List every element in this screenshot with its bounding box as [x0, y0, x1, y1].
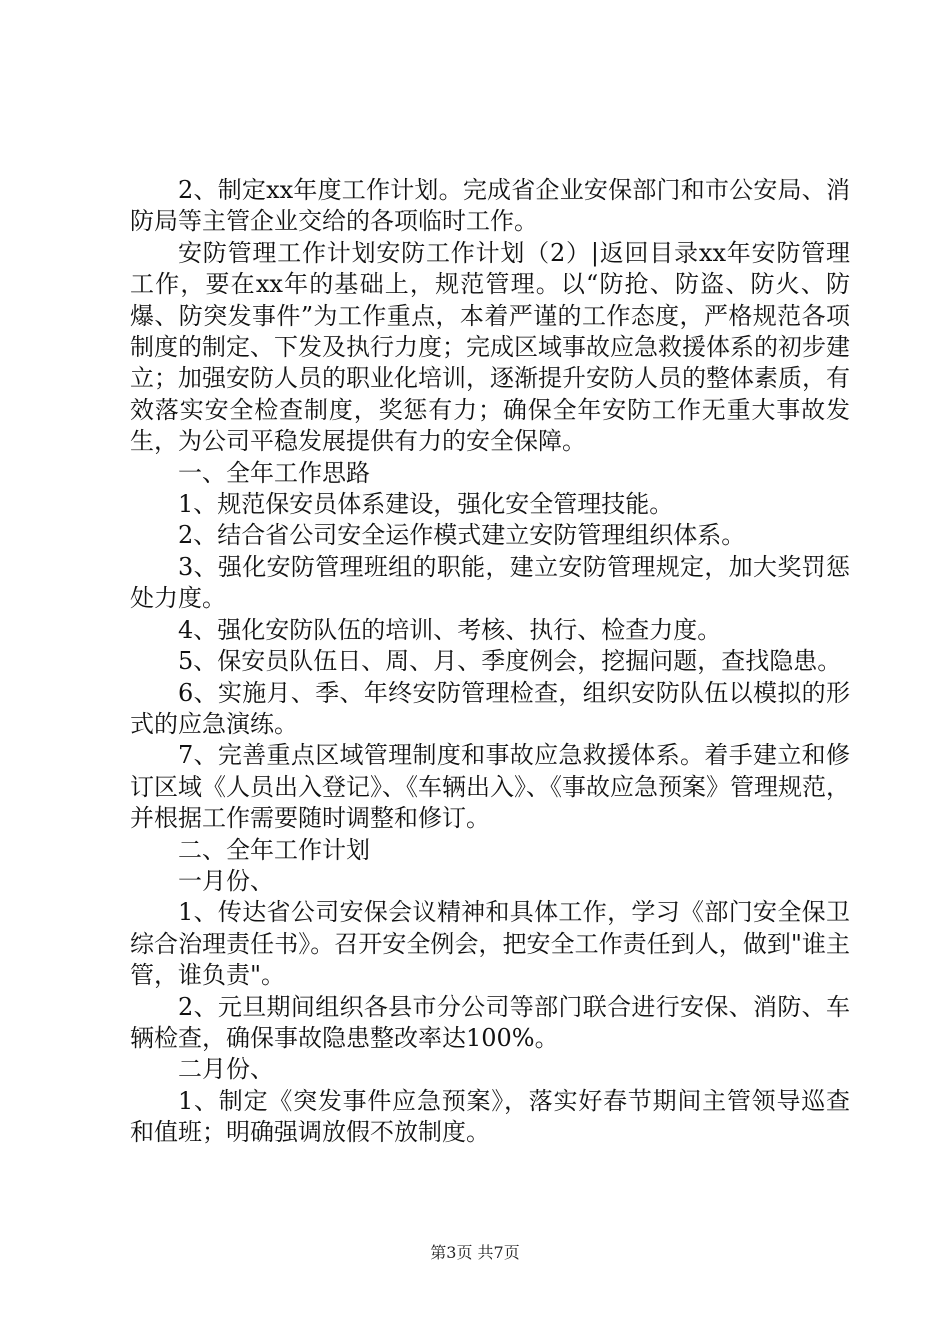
list-item: 1、传达省公司安保会议精神和具体工作，学习《部门安全保卫综合治理责任书》。召开安全例会，把安全工作责任到人，做到"谁主管，谁负责"。 — [130, 898, 850, 990]
list-item: 2、结合省公司安全运作模式建立安防管理组织体系。 — [178, 521, 746, 550]
page-number-footer: 第3页 共7页 — [430, 1243, 520, 1262]
document-body — [130, 175, 850, 1149]
section-heading: 二、全年工作计划 — [178, 835, 370, 864]
list-item: 3、强化安防管理班组的职能，建立安防管理规定，加大奖罚惩处力度。 — [130, 552, 850, 613]
list-item: 5、保安员队伍日、周、月、季度例会，挖掘问题，查找隐患。 — [178, 647, 842, 676]
list-item: 4、强化安防队伍的培训、考核、执行、检查力度。 — [178, 615, 722, 644]
list-item: 7、完善重点区域管理制度和事故应急救援体系。着手建立和修订区域《人员出入登记》、《车辆出入》、《事故应急预案》管理规范，并根据工作需要随时调整和修订。 — [130, 741, 850, 833]
list-item: 6、实施月、季、年终安防管理检查，组织安防队伍以模拟的形式的应急演练。 — [130, 678, 850, 738]
month-heading: 一月份、 — [178, 866, 274, 895]
list-item: 1、规范保安员体系建设，强化安全管理技能。 — [178, 490, 674, 519]
month-heading: 二月份、 — [178, 1055, 274, 1084]
paragraph: 安防管理工作计划安防工作计划（2）|返回目录xx年安防管理工作，要在xx年的基础上，规范管理。以“防抢、防盗、防火、防爆、防突发事件”为工作重点，本着严谨的工作态度，严格规范各项制度的制定、下发及执行力度；完成区域事故应急救援体系的初步建立；加强安防人员的职业化培训，逐渐提升安防人员的整体素质，有效落实安全检查制度，奖惩有力；确保全年安防工作无重大事故发生，为公司平稳发展提供有力的安全保障。 — [130, 238, 850, 456]
list-item: 2、元旦期间组织各县市分公司等部门联合进行安保、消防、车辆检查，确保事故隐患整改率达100%。 — [130, 992, 850, 1052]
list-item: 1、制定《突发事件应急预案》，落实好春节期间主管领导巡查和值班；明确强调放假不放制度。 — [130, 1086, 850, 1147]
section-heading: 一、全年工作思路 — [178, 458, 370, 487]
paragraph: 2、制定xx年度工作计划。完成省企业安保部门和市公安局、消防局等主管企业交给的各项临时工作。 — [130, 176, 850, 236]
